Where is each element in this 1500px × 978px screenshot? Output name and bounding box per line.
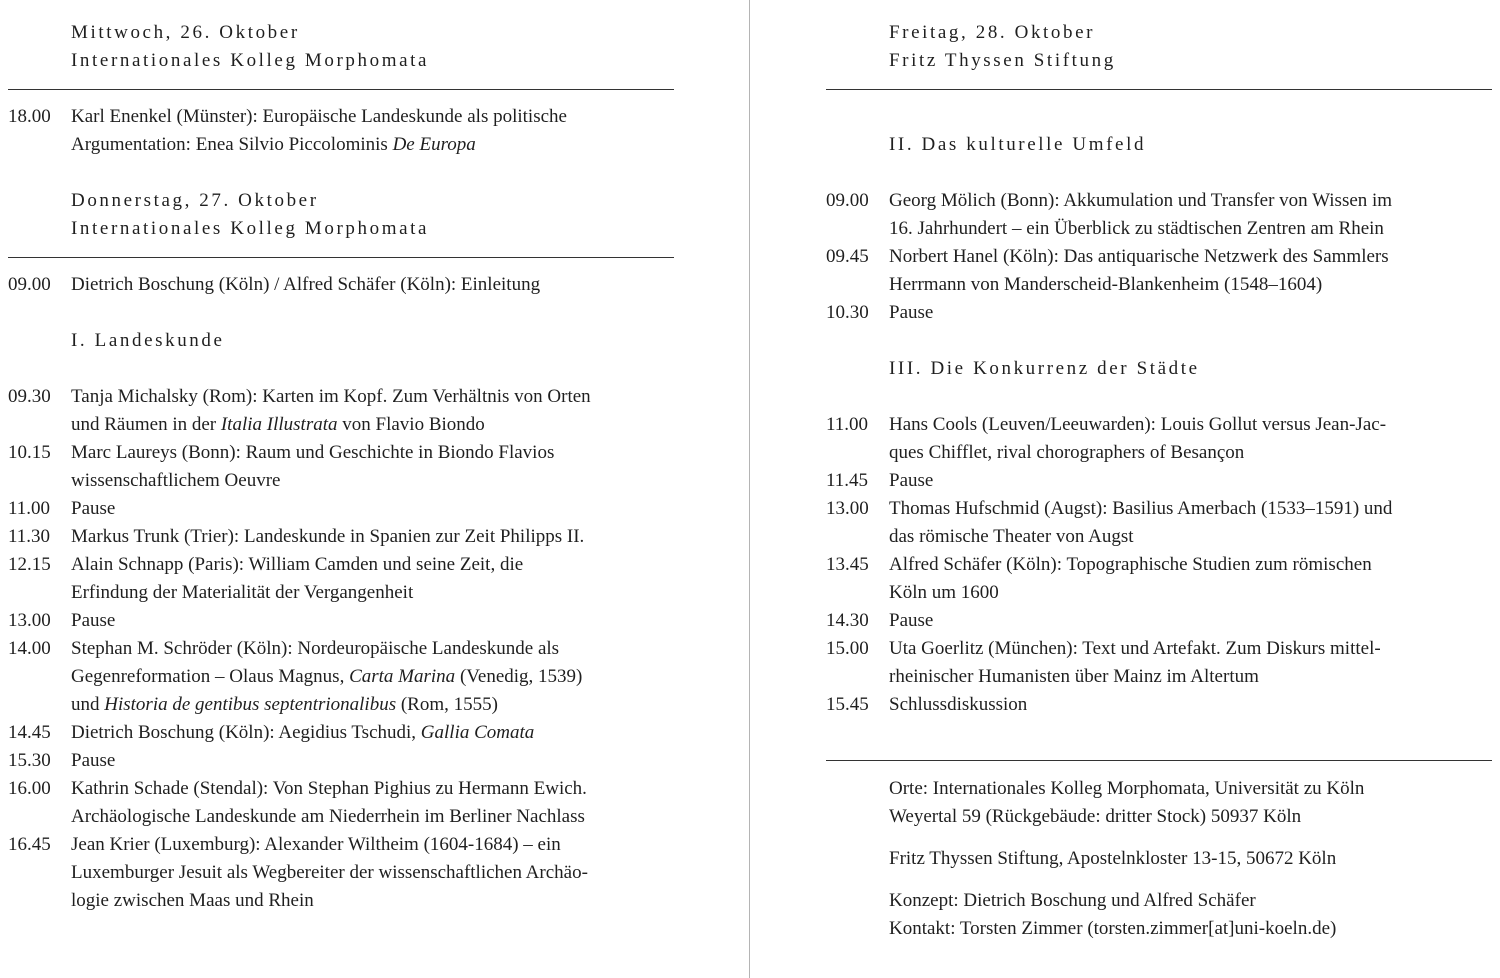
header-rule (826, 89, 1492, 90)
item-text: Erfindung der Materialität der Vergangenheit (71, 582, 414, 603)
day-heading-wednesday: Mittwoch, 26. Oktober (71, 22, 300, 43)
item-time: 09.00 (826, 190, 869, 211)
section-heading: I. Landeskunde (71, 330, 225, 351)
section-heading: III. Die Konkurrenz der Städte (889, 358, 1200, 379)
item-text: ques Chifflet, rival chorographers of Besançon (889, 442, 1245, 463)
item-text: Pause (889, 610, 934, 631)
venue-line: Orte: Internationales Kolleg Morphomata, Universität zu Köln (889, 778, 1365, 799)
item-text: Tanja Michalsky (Rom): Karten im Kopf. Zum Verhältnis von Orten (71, 386, 591, 407)
item-text: Pause (889, 302, 934, 323)
item-text: Pause (71, 610, 116, 631)
item-time: 09.30 (8, 386, 51, 407)
item-time: 16.45 (8, 834, 51, 855)
venue-heading: Fritz Thyssen Stiftung (889, 50, 1116, 71)
item-text: Pause (889, 470, 934, 491)
item-text: Uta Goerlitz (München): Text und Artefakt. Zum Diskurs mittel- (889, 638, 1381, 659)
item-text: Kathrin Schade (Stendal): Von Stephan Pighius zu Hermann Ewich. (71, 778, 587, 799)
item-text: Pause (71, 498, 116, 519)
item-text: Georg Mölich (Bonn): Akkumulation und Transfer von Wissen im (889, 190, 1393, 211)
item-time: 10.30 (826, 302, 869, 323)
item-text: logie zwischen Maas und Rhein (71, 890, 314, 911)
header-rule (8, 257, 674, 258)
item-text: Pause (71, 750, 116, 771)
item-text: das römische Theater von Augst (889, 526, 1134, 547)
item-text: Marc Laureys (Bonn): Raum und Geschichte in Biondo Flavios (71, 442, 555, 463)
item-text: wissenschaftlichem Oeuvre (71, 470, 281, 491)
item-text: Stephan M. Schröder (Köln): Nordeuropäische Landeskunde als (71, 638, 560, 659)
item-text: rheinischer Humanisten über Mainz im Altertum (889, 666, 1259, 687)
item-text: Schlussdiskussion (889, 694, 1028, 715)
venue-address: Weyertal 59 (Rückgebäude: dritter Stock) 50937 Köln (889, 806, 1302, 827)
item-time: 09.45 (826, 246, 869, 267)
foundation-address: Fritz Thyssen Stiftung, Apostelnkloster 13-15, 50672 Köln (889, 848, 1337, 869)
item-text: Alfred Schäfer (Köln): Topographische Studien zum römischen (889, 554, 1372, 575)
item-text: 16. Jahrhundert – ein Überblick zu städtischen Zentren am Rhein (889, 218, 1384, 239)
item-time: 15.45 (826, 694, 869, 715)
item-time: 11.00 (826, 414, 869, 435)
item-time: 18.00 (8, 106, 51, 127)
item-time: 09.00 (8, 274, 51, 295)
item-text: Dietrich Boschung (Köln) / Alfred Schäfer (Köln): Einleitung (71, 274, 541, 295)
item-time: 14.00 (8, 638, 51, 659)
item-text: Argumentation: Enea Silvio Piccolominis De Europa (71, 134, 476, 155)
day-heading-thursday: Donnerstag, 27. Oktober (71, 190, 319, 211)
item-time: 14.45 (8, 722, 51, 743)
item-text: Norbert Hanel (Köln): Das antiquarische Netzwerk des Sammlers (889, 246, 1389, 267)
item-time: 13.45 (826, 554, 869, 575)
concept-line: Konzept: Dietrich Boschung und Alfred Schäfer (889, 890, 1256, 911)
item-text: Luxemburger Jesuit als Wegbereiter der wissenschaftlichen Archäo- (71, 862, 588, 883)
item-time: 13.00 (8, 610, 51, 631)
header-rule (8, 89, 674, 90)
item-text: Dietrich Boschung (Köln): Aegidius Tschudi, Gallia Comata (71, 722, 535, 743)
page-divider (749, 0, 750, 978)
item-time: 11.00 (8, 498, 51, 519)
contact-line: Kontakt: Torsten Zimmer (torsten.zimmer[at]uni-koeln.de) (889, 918, 1337, 939)
item-text: Karl Enenkel (Münster): Europäische Landeskunde als politische (71, 106, 567, 127)
item-text: Köln um 1600 (889, 582, 999, 603)
venue-heading: Internationales Kolleg Morphomata (71, 50, 430, 71)
item-text: Herrmann von Manderscheid-Blankenheim (1548–1604) (889, 274, 1323, 295)
item-time: 14.30 (826, 610, 869, 631)
item-text: Gegenreformation – Olaus Magnus, Carta Marina (Venedig, 1539) (71, 666, 583, 687)
item-time: 10.15 (8, 442, 51, 463)
item-time: 16.00 (8, 778, 51, 799)
item-text: und Historia de gentibus septentrionalibus (Rom, 1555) (71, 694, 498, 715)
footer-rule (826, 760, 1492, 761)
item-time: 11.45 (826, 470, 869, 491)
item-time: 12.15 (8, 554, 51, 575)
venue-heading: Internationales Kolleg Morphomata (71, 218, 430, 239)
item-text: Hans Cools (Leuven/Leeuwarden): Louis Gollut versus Jean-Jac- (889, 414, 1387, 435)
item-text: Thomas Hufschmid (Augst): Basilius Amerbach (1533–1591) und (889, 498, 1393, 519)
item-time: 11.30 (8, 526, 51, 547)
section-heading: II. Das kulturelle Umfeld (889, 134, 1147, 155)
item-time: 15.00 (826, 638, 869, 659)
item-text: Jean Krier (Luxemburg): Alexander Wiltheim (1604-1684) – ein (71, 834, 561, 855)
item-text: und Räumen in der Italia Illustrata von Flavio Biondo (71, 414, 485, 435)
item-text: Markus Trunk (Trier): Landeskunde in Spanien zur Zeit Philipps II. (71, 526, 585, 547)
item-text: Alain Schnapp (Paris): William Camden und seine Zeit, die (71, 554, 524, 575)
item-time: 15.30 (8, 750, 51, 771)
day-heading-friday: Freitag, 28. Oktober (889, 22, 1096, 43)
item-time: 13.00 (826, 498, 869, 519)
item-text: Archäologische Landeskunde am Niederrhein im Berliner Nachlass (71, 806, 585, 827)
